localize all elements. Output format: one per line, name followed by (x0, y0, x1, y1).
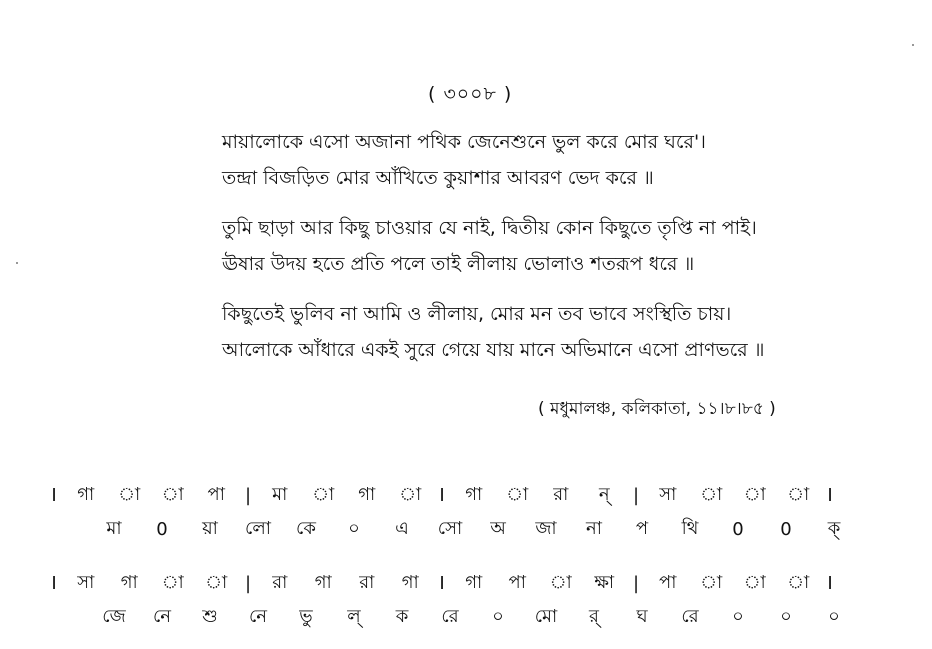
composition-signature: ( মধুমালঞ্চ, কলিকাতা, ১১।৮।৮৫ ) (538, 399, 776, 419)
lyric-syllable: ০ (828, 605, 840, 627)
lyric-syllable: ০ (492, 605, 504, 627)
bar-line: I (439, 484, 445, 506)
swara-note: া (700, 571, 723, 593)
swara-note: া (700, 483, 723, 505)
swara-note: গা (465, 571, 483, 593)
bar-line: | (244, 484, 252, 506)
bar-line: | (632, 484, 640, 506)
verse-line: মায়ালোকে এসো অজানা পথিক জেনেশুনে ভুল করে মোর ঘরে'। (222, 131, 706, 153)
lyric-syllable: ক্ (827, 517, 841, 539)
lyric-syllable: ০ (732, 605, 744, 627)
verse-line: কিছুতেই ভুলিব না আমি ও লীলায়, মোর মন তব ভাবে সংস্থিতি চায়। (222, 303, 732, 325)
verse-3 (222, 296, 902, 368)
swara-note: া (743, 483, 766, 505)
lyric-syllable: লো (245, 517, 271, 539)
scan-speck (912, 44, 914, 46)
swara-note: া (118, 483, 141, 505)
swara-row (44, 478, 894, 512)
lyric-syllable: 0 (156, 518, 168, 540)
lyric-syllable: মো (534, 605, 558, 627)
lyric-syllable: র্ (589, 605, 599, 627)
verse-line: তন্দ্রা বিজড়িত মোর আঁখিতে কুয়াশার আবরণ ভেদ করে ॥ (222, 167, 654, 189)
lyric-syllable: জা (535, 517, 557, 539)
verse-line: আলোকে আঁধারে একই সুরে গেয়ে যায় মানে অভিমানে এসো প্রাণভরে ॥ (222, 339, 765, 361)
swara-note: া (161, 483, 184, 505)
lyric-syllable: ল্ (347, 605, 361, 627)
scan-speck (16, 262, 18, 264)
swara-note: া (506, 483, 529, 505)
lyric-syllable: শু (202, 605, 218, 627)
lyric-syllable: জে (102, 605, 126, 627)
bar-line: I (51, 484, 57, 506)
swara-note: া (312, 483, 335, 505)
lyric-syllable: মা (106, 517, 122, 539)
lyric-syllable: রে (681, 605, 699, 627)
lyric-syllable: না (586, 517, 602, 539)
lyric-syllable: ক (395, 605, 409, 627)
lyric-syllable: নে (248, 605, 268, 627)
swara-note: গা (401, 571, 419, 593)
lyric-syllable: য়া (202, 517, 218, 539)
lyric-syllable: ভু (299, 605, 313, 627)
swara-note: মা (272, 483, 288, 505)
swara-row (44, 566, 894, 600)
lyric-row (44, 600, 894, 634)
verse-line: ঊষার উদয় হতে প্রতি পলে তাই লীলায় ভোলাও শতরূপ ধরে ॥ (222, 253, 695, 275)
verse-1 (222, 124, 902, 196)
swara-note: গা (120, 571, 138, 593)
swara-note: সা (659, 483, 677, 505)
swara-note: গা (77, 483, 95, 505)
bar-line: | (244, 572, 252, 594)
swara-note: ন্ (598, 483, 610, 505)
lyric-syllable: সো (437, 517, 463, 539)
bar-line: I (51, 572, 57, 594)
swara-note: রা (359, 571, 375, 593)
bar-line: I (827, 572, 833, 594)
swara-note: গা (358, 483, 376, 505)
swara-note: সা (77, 571, 95, 593)
swara-note: রা (553, 483, 569, 505)
bar-line: | (632, 572, 640, 594)
notation-block-1 (44, 478, 894, 546)
lyric-syllable: ঘ (636, 605, 648, 627)
swara-note: রা (272, 571, 288, 593)
swara-note: ক্ষা (594, 571, 615, 593)
swara-note: া (205, 571, 228, 593)
swara-note: া (161, 571, 184, 593)
lyric-syllable: 0 (780, 518, 792, 540)
song-number: ( ৩০০৮ ) (428, 83, 513, 105)
swara-note: া (787, 483, 810, 505)
lyric-syllable: ০ (348, 517, 360, 539)
verse-2 (222, 210, 902, 282)
swara-note: পা (207, 483, 225, 505)
lyric-syllable: প (635, 517, 649, 539)
bar-line: I (439, 572, 445, 594)
lyric-syllable: এ (395, 517, 409, 539)
lyric-syllable: নে (152, 605, 172, 627)
swara-note: গা (314, 571, 332, 593)
lyric-syllable: 0 (732, 518, 744, 540)
swara-note: গা (465, 483, 483, 505)
bar-line: I (827, 484, 833, 506)
swara-note: া (743, 571, 766, 593)
swara-note: া (787, 571, 810, 593)
lyric-syllable: ০ (780, 605, 792, 627)
swara-note: পা (508, 571, 526, 593)
swara-note: পা (659, 571, 677, 593)
lyric-syllable: কে (296, 517, 316, 539)
swara-note: া (399, 483, 422, 505)
verse-line: তুমি ছাড়া আর কিছু চাওয়ার যে নাই, দ্বিতীয় কোন কিছুতে তৃপ্তি না পাই। (222, 217, 757, 239)
notation-block-2 (44, 566, 894, 634)
lyric-syllable: রে (441, 605, 459, 627)
lyric-row (44, 512, 894, 546)
swara-note: া (549, 571, 572, 593)
lyric-syllable: অ (490, 517, 506, 539)
lyric-syllable: থি (681, 517, 699, 539)
